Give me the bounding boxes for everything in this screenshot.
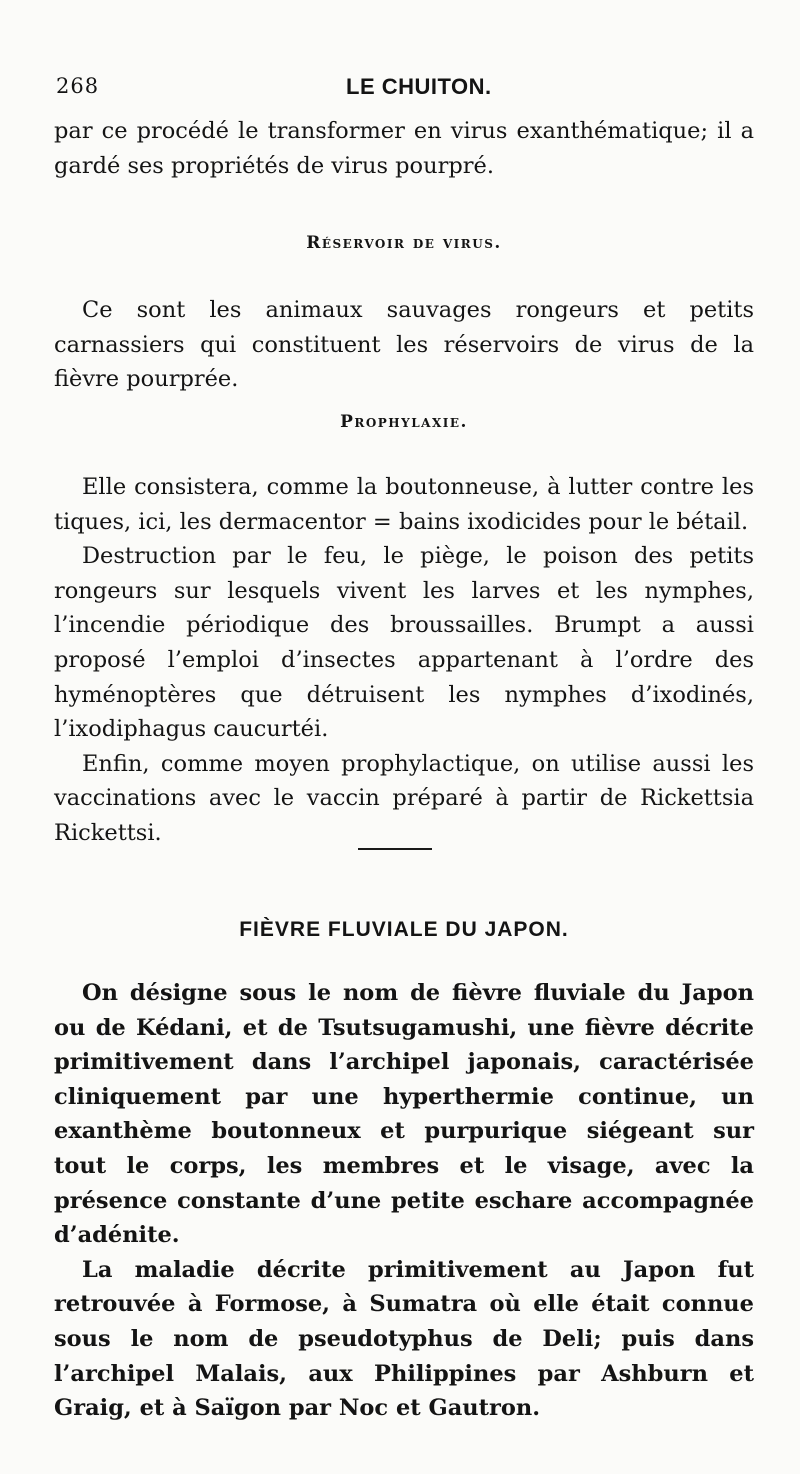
continuation-paragraph: par ce procédé le transformer en virus exanthématique; il a gardé ses propriétés de virus pourpré. — [54, 118, 754, 179]
prophylaxie-paragraph-1: Elle consistera, comme la boutonneuse, à lutter contre les tiques, ici, les dermacentor = bains ixodicides pour le bétail. — [54, 474, 754, 535]
heading-prophylaxie: Prophylaxie. — [340, 412, 468, 432]
page-number: 268 — [56, 74, 100, 98]
reservoir-paragraph: Ce sont les animaux sauvages rongeurs et petits carnassiers qui constituent les réservoirs de virus de la fièvre pourprée. — [54, 297, 754, 393]
running-head — [56, 74, 756, 104]
continuation-paragraph-block — [54, 114, 754, 183]
japon-paragraph-1: On désigne sous le nom de fièvre fluviale du Japon ou de Kédani, et de Tsutsugamushi, une fièvre décrite primitivement dans l’archipel japonais, caractérisée cliniquement par une hyperthermie continue, un exanthème boutonneux et purpurique siégeant sur tout le corps, les membres et le visage, avec la présence constante d’une petite eschare accompagnée d’adénite. — [54, 980, 754, 1249]
reservoir-paragraph-block — [54, 293, 754, 397]
prophylaxie-text — [54, 470, 754, 851]
heading-reservoir: Réservoir de virus. — [306, 233, 502, 253]
section-divider — [358, 848, 432, 850]
running-title: LE CHUITON. — [346, 74, 492, 99]
section-title: FIÈVRE FLUVIALE DU JAPON. — [239, 918, 569, 941]
prophylaxie-paragraph-3: Enfin, comme moyen prophylactique, on utilise aussi les vaccinations avec le vaccin préparé à partir de Rickettsia Rickettsi. — [54, 750, 754, 846]
japon-paragraph-2: La maladie décrite primitivement au Japon fut retrouvée à Formose, à Sumatra où elle était connue sous le nom de pseudotyphus de Deli; puis dans l’archipel Malais, aux Philippines par Ashburn et Graig, et à Saïgon par Noc et Gautron. — [54, 1256, 754, 1422]
japon-text — [54, 976, 754, 1426]
prophylaxie-paragraph-2: Destruction par le feu, le piège, le poison des petits rongeurs sur lesquels vivent les larves et les nymphes, l’incendie périodique des broussailles. Brumpt a aussi proposé l’emploi d’insectes appartenant à l’ordre des hyménoptères que détruisent les nymphes d’ixodinés, l’ixodiphagus caucurtéi. — [54, 543, 754, 743]
